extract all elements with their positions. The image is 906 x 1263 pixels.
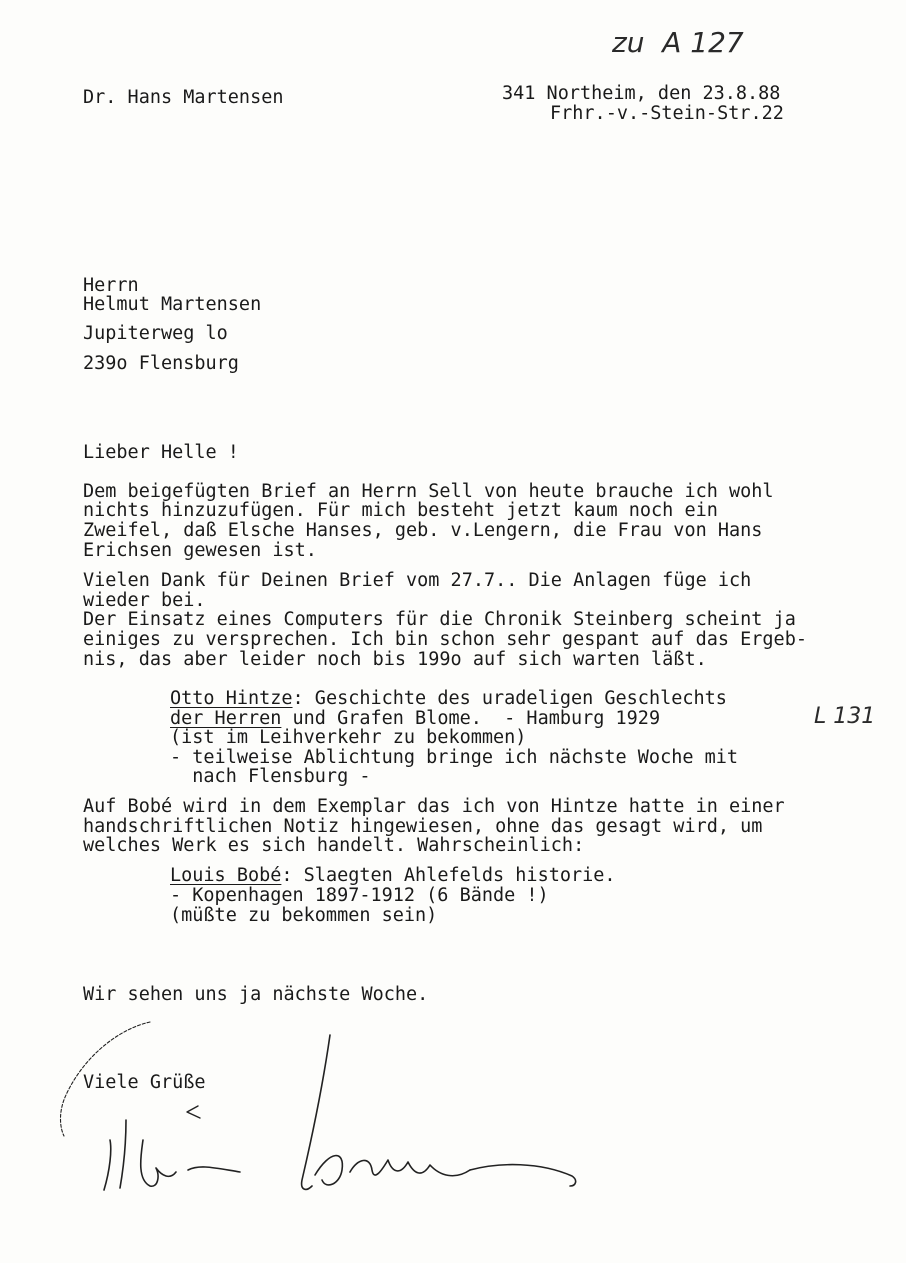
citation1-underlined: der Herren (170, 708, 282, 729)
paragraph2-line: wieder bei. (83, 590, 206, 611)
handwritten-reference-margin: L 131 (814, 704, 876, 729)
regards: Viele Grüße (83, 1072, 206, 1093)
recipient-street: Jupiterweg lo (83, 323, 228, 344)
paragraph3-line: welches Werk es sich handelt. Wahrscheinlich: (83, 835, 585, 856)
paragraph2-line: Der Einsatz eines Computers für die Chronik Steinberg scheint ja (83, 609, 796, 630)
citation1-note: nach Flensburg - (170, 766, 371, 787)
paragraph2-line: nis, das aber leider noch bis 199o auf sich warten läßt. (83, 649, 707, 670)
citation2-title: : Slaegten Ahlefelds historie. (281, 865, 616, 886)
citation1-title-cont: und Grafen Blome. - Hamburg 1929 (281, 708, 661, 729)
citation2-note: (müßte zu bekommen sein) (170, 905, 438, 926)
paragraph3-line: handschriftlichen Notiz hingewiesen, ohne das gesagt wird, um (83, 816, 763, 837)
citation2-author: Louis Bobé (170, 865, 282, 886)
recipient-city: 239o Flensburg (83, 353, 239, 374)
citation1-title: : Geschichte des uradeligen Geschlechts (292, 688, 727, 709)
paragraph3-line: Auf Bobé wird in dem Exemplar das ich von Hintze hatte in einer (83, 796, 785, 817)
closing-line: Wir sehen uns ja nächste Woche. (83, 984, 429, 1005)
sender-place-date: 341 Northeim, den 23.8.88 (502, 83, 781, 104)
citation1-note: - teilweise Ablichtung bringe ich nächste Woche mit (170, 747, 739, 768)
sender-name: Dr. Hans Martensen (83, 87, 284, 108)
citation1-author: Otto Hintze (170, 688, 293, 709)
paragraph1-line: Erichsen gewesen ist. (83, 540, 317, 561)
handwritten-reference-top: zu A 127 (612, 26, 744, 59)
greeting: Lieber Helle ! (83, 442, 239, 463)
paragraph1-line: nichts hinzuzufügen. Für mich besteht jetzt kaum noch ein (83, 500, 718, 521)
citation2-publication: - Kopenhagen 1897-1912 (6 Bände !) (170, 885, 549, 906)
recipient-salutation-line: Herrn (83, 275, 139, 296)
paragraph1-line: Dem beigefügten Brief an Herrn Sell von heute brauche ich wohl (83, 481, 774, 502)
paragraph2-line: Vielen Dank für Deinen Brief vom 27.7.. Die Anlagen füge ich (83, 570, 752, 591)
recipient-name: Helmut Martensen (83, 294, 262, 315)
paragraph2-line: einiges zu versprechen. Ich bin schon sehr gespant auf das Ergeb- (83, 629, 807, 650)
paragraph1-line: Zweifel, daß Elsche Hanses, geb. v.Lengern, die Frau von Hans (83, 520, 763, 541)
citation1-note: (ist im Leihverkehr zu bekommen) (170, 727, 527, 748)
sender-street: Frhr.-v.-Stein-Str.22 (550, 103, 784, 124)
